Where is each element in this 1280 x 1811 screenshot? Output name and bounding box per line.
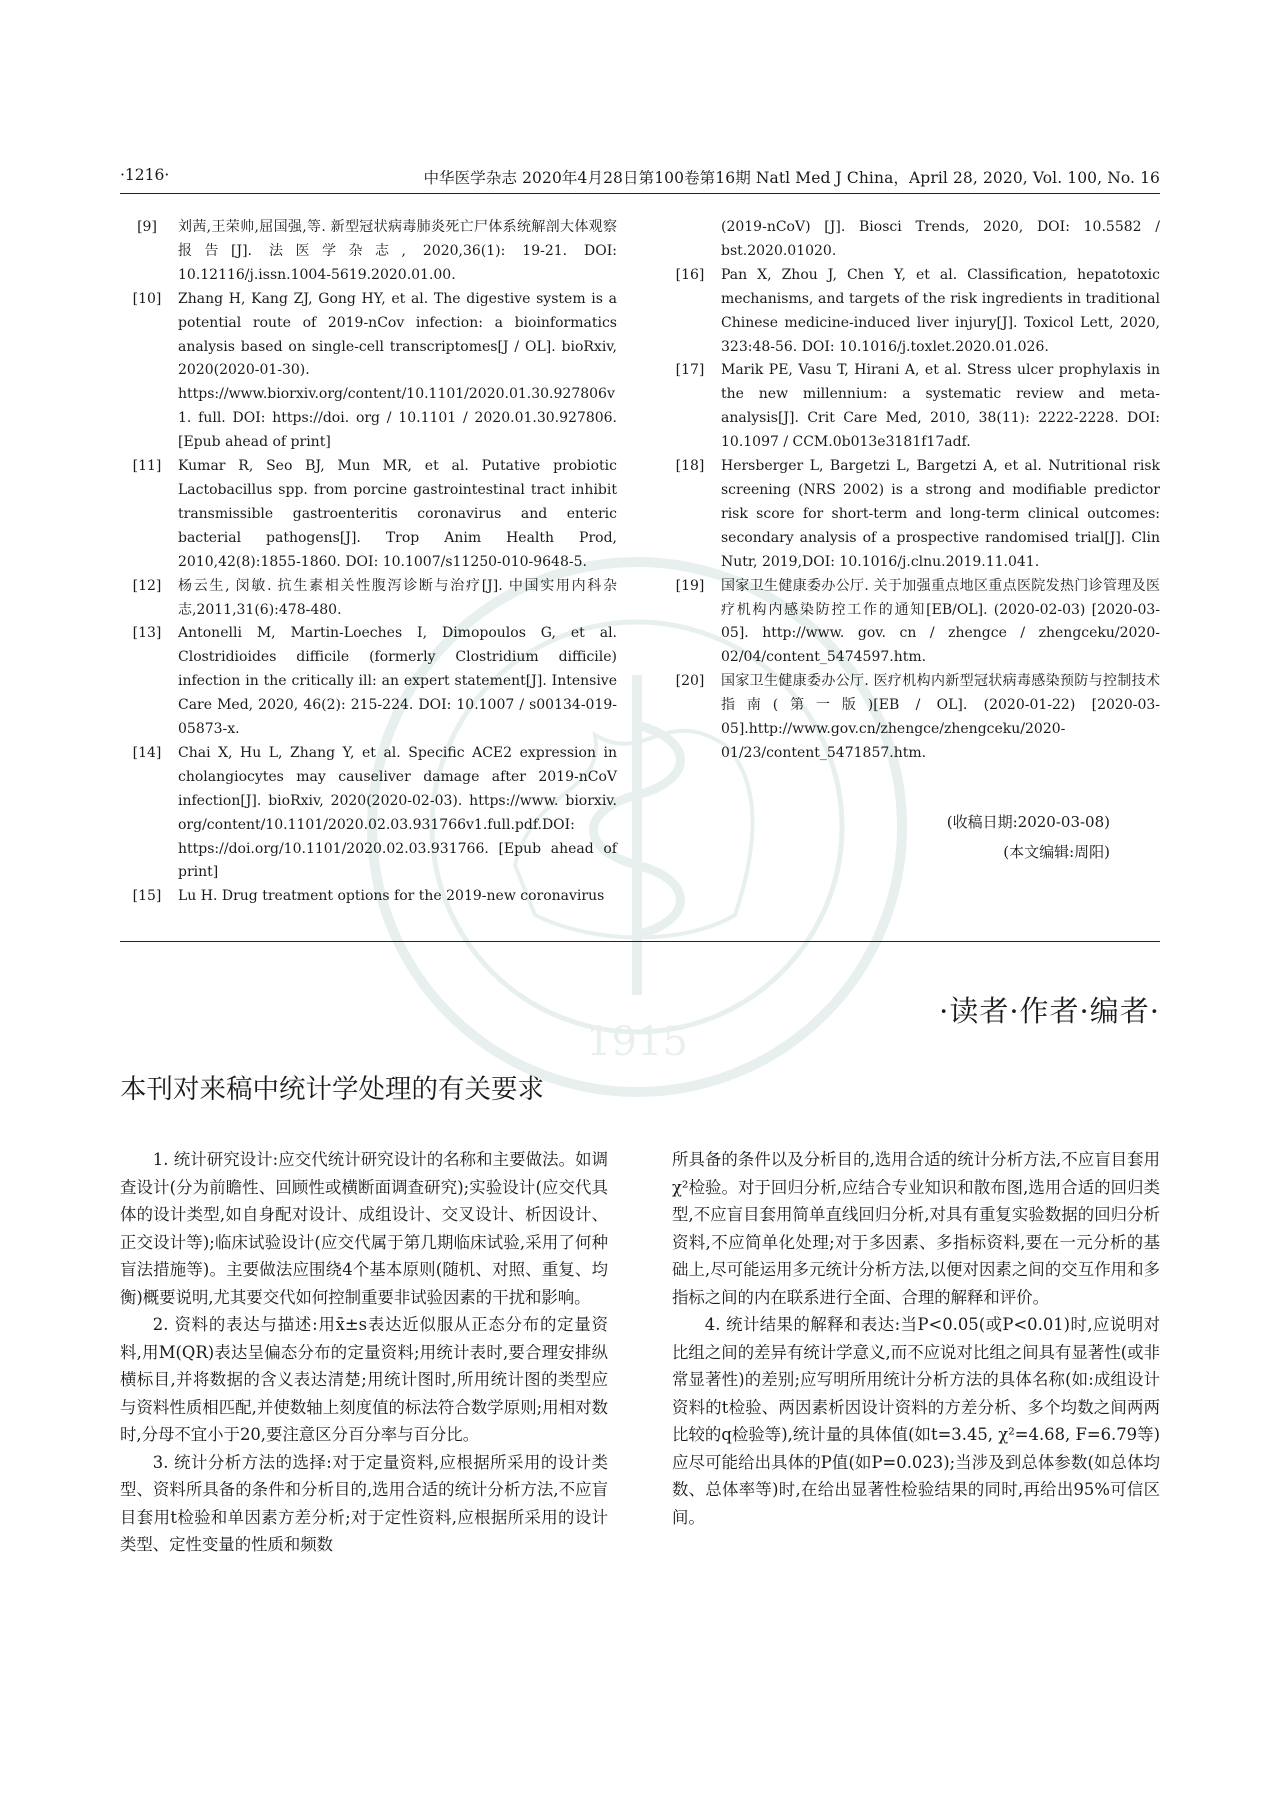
reference-text: 国家卫生健康委办公厅. 医疗机构内新型冠状病毒感染预防与控制技术指南(第一版)[EB / OL]. (2020-01-22) [2020-03-05].http://www.gov.cn/zhengce/zhengceku/2020-01/23/content_5471857.htm. [721, 673, 1160, 761]
reference-number: [17] [675, 362, 705, 379]
body-paragraph: 2. 资料的表达与描述:用x̄±s表达近似服从正态分布的定量资料,用M(QR)表达呈偏态分布的定量资料;用统计表时,要合理安排纵横标目,并将数据的含义表达清楚;用统计图时,所用统计图的类型应与资料性质相匹配,并使数轴上刻度值的标法符合数学原则;用相对数时,分母不宜小于20,要注意区分百分率与百分比。 [120, 1315, 608, 1444]
body-paragraph: 4. 统计结果的解释和表达:当P<0.05(或P<0.01)时,应说明对比组之间的差异有统计学意义,而不应说对比组之间具有显著性(或非常显著性)的差别;应写明所用统计分析方法的具体名称(如:成组设计资料的t检验、两因素析因设计资料的方差分析、多个均数之间两两比较的q检验等),统计量的具体值(如t=3.45, χ²=4.68, F=6.79等)应尽可能给出具体的P值(如P=0.023);当涉及到总体参数(如总体均数、总体率等)时,在给出显著性检验结果的同时,再给出95%可信区间。 [672, 1315, 1160, 1527]
reference-number: [15] [132, 888, 162, 905]
reference-text: Hersberger L, Bargetzi L, Bargetzi A, et al. Nutritional risk screening (NRS 2002) is a strong and modifiable predictor risk score for short-term and long-term clinical outcomes: secondary analysis of a prospective randomised trial[J]. Clin Nutr, 2019,DOI: 10.1016/j.clnu.2019.11.041. [721, 458, 1160, 570]
reference-number: [11] [132, 458, 162, 475]
journal-info: 中华医学杂志 2020年4月28日第100卷第16期 Natl Med J China，April 28, 2020, Vol. 100, No. 16 [423, 169, 1160, 187]
reference-number: [16] [675, 266, 705, 283]
received-date: (收稿日期:2020-03-08) [946, 813, 1110, 831]
reference-text: Pan X, Zhou J, Chen Y, et al. Classification, hepatotoxic mechanisms, and targets of the risk ingredients in traditional Chinese medicine-induced liver injury[J]. Toxicol Lett, 2020, 323:48-56. DOI: 10.1016/j.toxlet.2020.01.026. [721, 266, 1160, 355]
running-header [120, 166, 1160, 190]
reference-text: Marik PE, Vasu T, Hirani A, et al. Stress ulcer prophylaxis in the new millennium: a systematic review and meta-analysis[J]. Crit Care Med, 2010, 38(11): 2222-2228. DOI: 10.1097 / CCM.0b013e3181f17adf. [721, 362, 1160, 451]
reference-number: [18] [675, 458, 705, 475]
reference-item [670, 575, 1160, 671]
reference-item [127, 288, 617, 455]
reference-item [127, 216, 617, 288]
reference-number: [13] [132, 625, 162, 642]
reference-item [127, 622, 617, 742]
reference-item [670, 264, 1160, 360]
reference-number: [20] [675, 673, 705, 690]
reference-item [127, 885, 617, 909]
received-info [820, 807, 1110, 867]
reference-text: Lu H. Drug treatment options for the 2019-new coronavirus [178, 888, 605, 905]
body-right-column [672, 1146, 1160, 1531]
reference-item [127, 742, 617, 885]
reference-text: 国家卫生健康委办公厅. 关于加强重点地区重点医院发热门诊管理及医疗机构内感染防控工作的通知[EB/OL]. (2020-02-03) [2020-03-05]. http://www. gov. cn / zhengce / zhengceku/2020-02/04/content_5474597.htm. [721, 577, 1160, 666]
reference-item [127, 575, 617, 623]
reference-number: [14] [132, 744, 162, 761]
reference-text: Chai X, Hu L, Zhang Y, et al. Specific ACE2 expression in cholangiocytes may causeliver damage after 2019-nCoV infection[J]. bioRxiv, 2020(2020-02-03). https://www. biorxiv. org/content/10.1101/2020.02.03.931766v1.full.pdf.DOI: https://doi.org/10.1101/2020.02.03.931766. [Epub ahead of print] [178, 744, 617, 881]
article-title: 本刊对来稿中统计学处理的有关要求 [120, 1074, 544, 1105]
reference-text: Zhang H, Kang ZJ, Gong HY, et al. The digestive system is a potential route of 2019-nCov infection: a bioinformatics analysis based on single-cell transcriptomes[J / OL]. bioRxiv, 2020(2020-01-30). https://www.biorxiv.org/content/10.1101/2020.01.30.927806v1. full. DOI: https://doi. org / 10.1101 / 2020.01.30.927806. [Epub ahead of print] [178, 290, 617, 451]
reference-continuation: (2019-nCoV) [J]. Biosci Trends, 2020, DOI: 10.5582 / bst.2020.01020. [721, 219, 1160, 259]
reference-text: Kumar R, Seo BJ, Mun MR, et al. Putative probiotic Lactobacillus spp. from porcine gastrointestinal tract inhibit transmissible gastroenteritis coronavirus and enteric bacterial pathogens[J]. Trop Anim Health Prod, 2010,42(8):1855-1860. DOI: 10.1007/s11250-010-9648-5. [178, 458, 617, 570]
reference-text: 杨云生, 闵敏. 抗生素相关性腹泻诊断与治疗[J]. 中国实用内科杂志,2011,31(6):478-480. [178, 577, 617, 618]
reference-number: [10] [132, 290, 162, 307]
body-paragraph: 1. 统计研究设计:应交代统计研究设计的名称和主要做法。如调查设计(分为前瞻性、回顾性或横断面调查研究);实验设计(应交代具体的设计类型,如自身配对设计、成组设计、交叉设计、析因设计、正交设计等);临床试验设计(应交代属于第几期临床试验,采用了何种盲法措施等)。主要做法应围绕4个基本原则(随机、对照、重复、均衡)概要说明,尤其要交代如何控制重要非试验因素的干扰和影响。 [120, 1150, 608, 1307]
body-paragraph-continuation: 所具备的条件以及分析目的,选用合适的统计分析方法,不应盲目套用χ²检验。对于回归分析,应结合专业知识和散布图,选用合适的回归类型,不应盲目套用简单直线回归分析,对具有重复实验数据的回归分析资料,不应简单化处理;对于多因素、多指标资料,要在一元分析的基础上,尽可能运用多元统计分析方法,以便对因素之间的交互作用和多指标之间的内在联系进行全面、合理的解释和评价。 [672, 1150, 1160, 1307]
header-rule [120, 193, 1160, 194]
page-number: ·1216· [120, 166, 170, 184]
reference-number: [9] [137, 219, 157, 235]
reference-number: [12] [132, 577, 162, 594]
editor-note: (本文编辑:周阳) [1003, 843, 1110, 861]
reference-item [127, 455, 617, 575]
body-paragraph: 3. 统计分析方法的选择:对于定量资料,应根据所采用的设计类型、资料所具备的条件和分析目的,选用合适的统计分析方法,不应盲目套用t检验和单因素方差分析;对于定性资料,应根据所采用的设计类型、定性变量的性质和频数 [120, 1452, 608, 1554]
references-right-column [670, 216, 1160, 766]
body-left-column [120, 1146, 608, 1559]
section-rule [120, 941, 1160, 942]
reference-text: 刘茜,王荣帅,屈国强,等. 新型冠状病毒肺炎死亡尸体系统解剖大体观察报告[J]. 法医学杂志, 2020,36(1): 19-21. DOI: 10.12116/j.issn.1004-5619.2020.01.00. [178, 219, 617, 283]
reference-item [670, 359, 1160, 455]
column-label: ·读者·作者·编者· [939, 994, 1160, 1028]
reference-text: Antonelli M, Martin-Loeches I, Dimopoulos G, et al. Clostridioides difficile (formerly Clostridium difficile) infection in the critically ill: an expert statement[J]. Intensive Care Med, 2020, 46(2): 215-224. DOI: 10.1007 / s00134-019-05873-x. [178, 625, 617, 738]
reference-number: [19] [675, 577, 705, 594]
reference-item [670, 670, 1160, 766]
svg-text:1915: 1915 [586, 1019, 688, 1065]
reference-item [670, 455, 1160, 575]
references-left-column [127, 216, 617, 909]
